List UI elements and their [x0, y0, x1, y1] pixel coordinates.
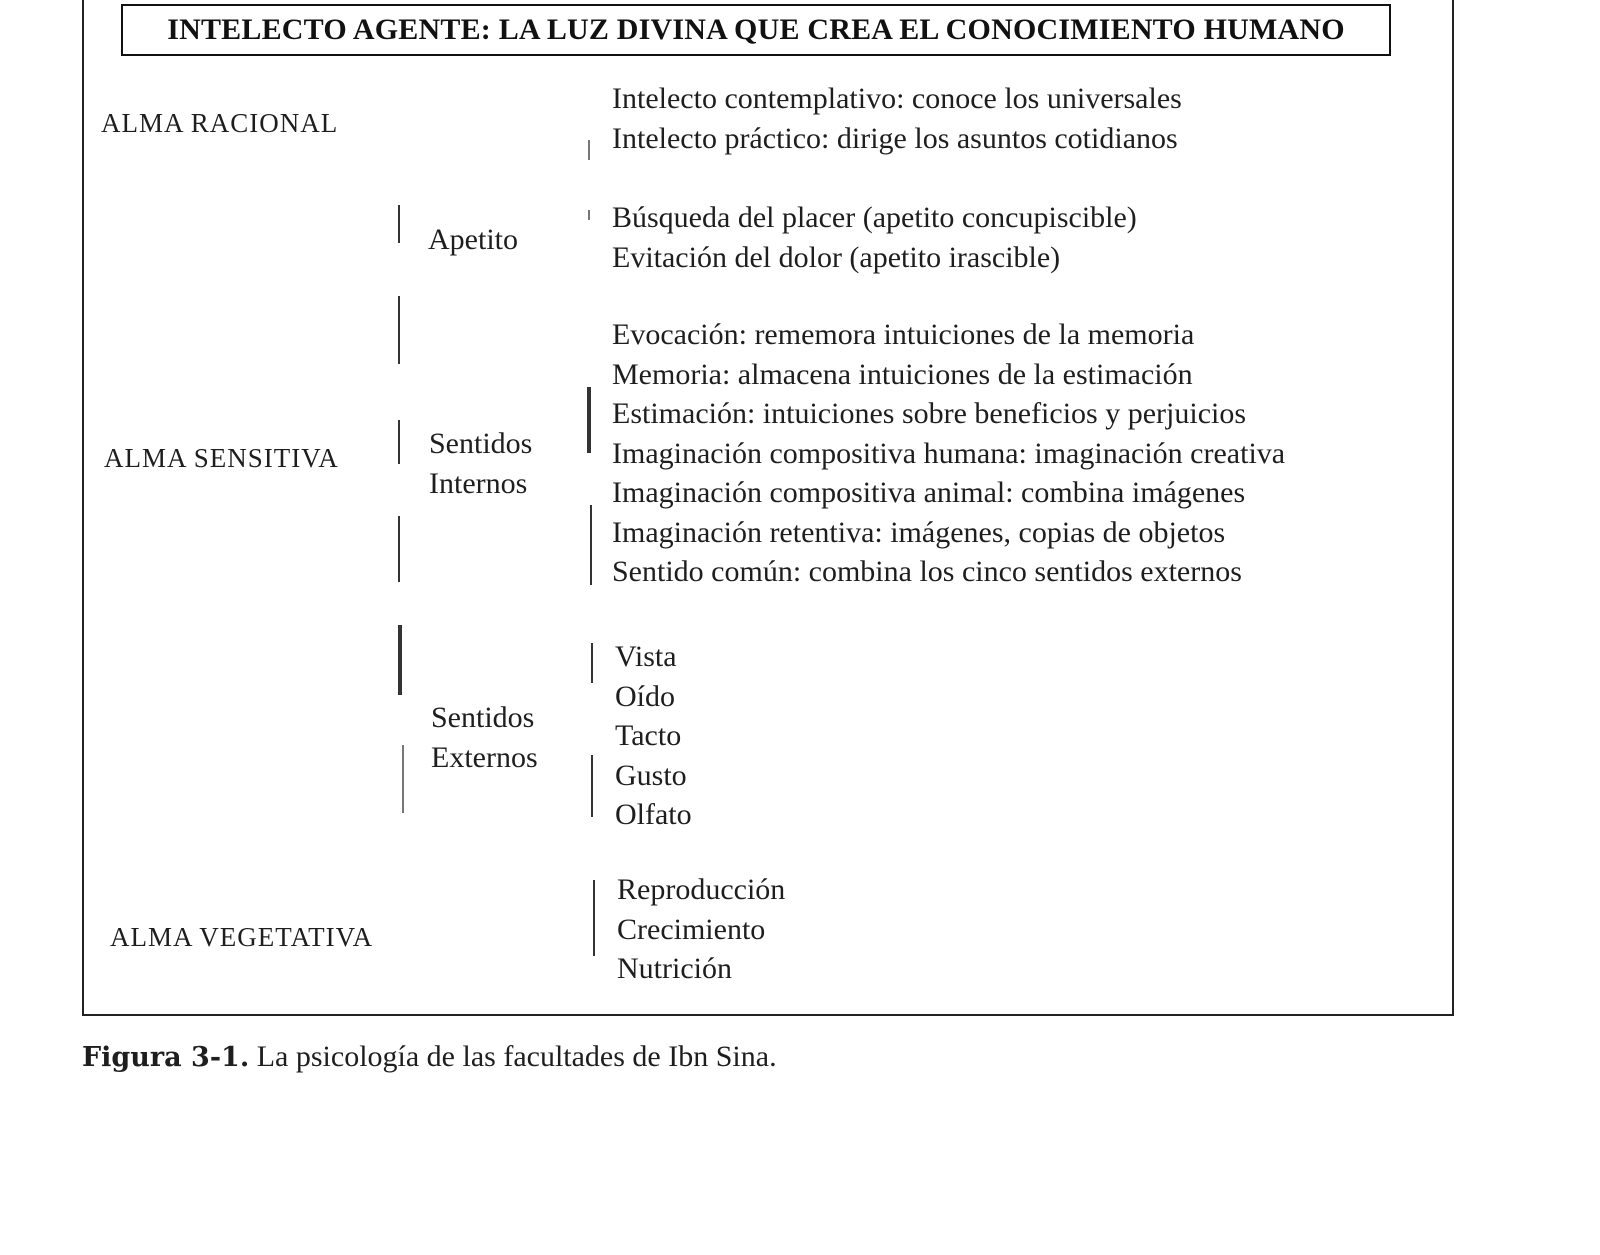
bracket-bar-externos-upper — [398, 625, 402, 695]
figure-caption — [82, 1040, 777, 1074]
diagram-title: INTELECTO AGENTE: LA LUZ DIVINA QUE CREA EL CONOCIMIENTO HUMANO — [121, 4, 1391, 56]
figure-caption-text: La psicología de las facultades de Ibn Sina. — [256, 1040, 777, 1073]
bracket-bar-vegetativa-items — [593, 880, 595, 956]
group-label-internos — [429, 424, 532, 504]
bracket-bar-internos — [398, 420, 400, 464]
list-item: Evitación del dolor (apetito irascible) — [612, 240, 1061, 274]
group-label-externos-line2: Externos — [431, 741, 538, 774]
externos-list — [615, 637, 692, 835]
bracket-bar-externos-items-lower — [591, 755, 593, 817]
racional-list — [612, 79, 1182, 158]
bracket-bar-racional — [588, 140, 590, 160]
bracket-bar-externos-items-upper — [591, 643, 593, 683]
bracket-bar-internos-items-upper — [587, 387, 591, 453]
bracket-bar-internos-lower — [398, 516, 400, 582]
list-item: Oído — [615, 679, 675, 713]
group-label-internos-line1: Sentidos — [429, 427, 533, 460]
list-item: Imaginación retentiva: imágenes, copias de objetos — [612, 515, 1226, 549]
soul-label-vegetativa: ALMA VEGETATIVA — [110, 922, 374, 952]
group-label-externos-line1: Sentidos — [431, 701, 535, 734]
list-item: Intelecto práctico: dirige los asuntos cotidianos — [612, 121, 1178, 155]
list-item: Estimación: intuiciones sobre beneficios y perjuicios — [612, 397, 1247, 430]
bracket-bar-apetito — [398, 205, 400, 243]
list-item: Olfato — [615, 798, 692, 831]
list-item: Sentido común: combina los cinco sentidos externos — [612, 555, 1242, 588]
group-label-apetito: Apetito — [428, 223, 518, 256]
list-item: Tacto — [615, 719, 682, 752]
vegetativa-list — [617, 870, 785, 989]
group-label-externos — [431, 698, 538, 778]
internos-list — [612, 315, 1285, 592]
list-item: Vista — [615, 640, 677, 673]
soul-label-sensitiva: ALMA SENSITIVA — [104, 443, 339, 473]
list-item: Reproducción — [617, 873, 786, 906]
list-item: Memoria: almacena intuiciones de la estimación — [612, 357, 1193, 391]
soul-label-racional: ALMA RACIONAL — [101, 108, 339, 138]
list-item: Gusto — [615, 758, 687, 792]
list-item: Evocación: rememora intuiciones de la memoria — [612, 318, 1195, 351]
list-item: Crecimiento — [617, 912, 766, 946]
list-item: Nutrición — [617, 952, 732, 985]
bracket-bar-sensitiva-upper — [398, 296, 400, 364]
list-item: Intelecto contemplativo: conoce los universales — [612, 82, 1182, 115]
group-label-internos-line2: Internos — [429, 467, 528, 500]
figure-caption-label: Figura 3-1. — [82, 1042, 250, 1073]
list-item: Búsqueda del placer (apetito concupiscible) — [612, 201, 1137, 234]
list-item: Imaginación compositiva humana: imaginación creativa — [612, 436, 1286, 470]
list-item: Imaginación compositiva animal: combina imágenes — [612, 476, 1246, 509]
bracket-bar-apetito-items — [588, 210, 590, 220]
bracket-bar-externos-lower — [402, 745, 404, 813]
bracket-bar-internos-items-lower — [590, 505, 592, 585]
apetito-list — [612, 198, 1137, 277]
